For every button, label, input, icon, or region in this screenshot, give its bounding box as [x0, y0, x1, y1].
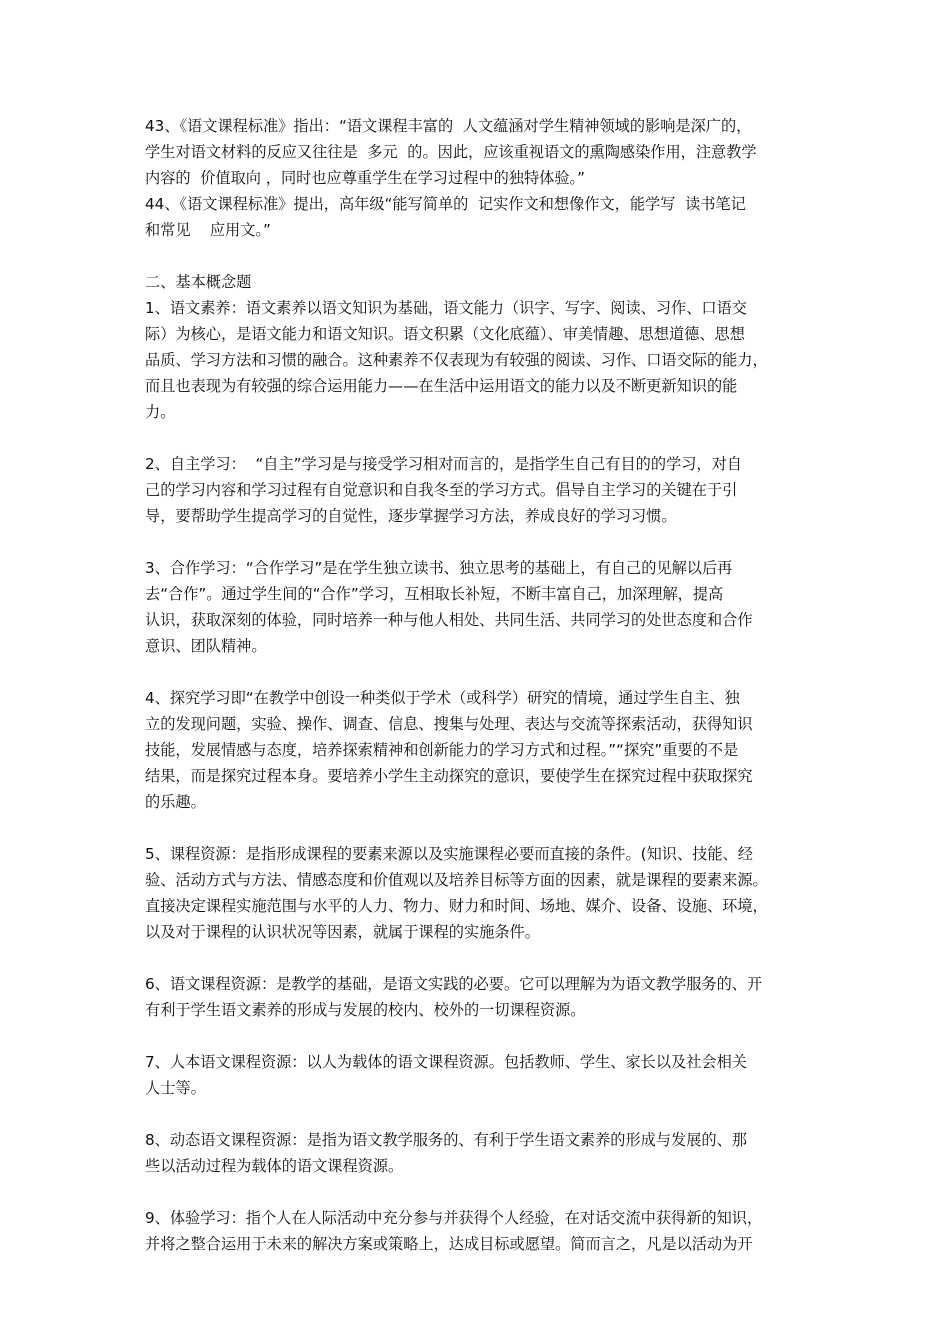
text-line: 8、动态语文课程资源：是指为语文教学服务的、有利于学生语文素养的形成与发展的、那 — [145, 1131, 747, 1149]
text-line: 学生对语文材料的反应又往往是 多元 的。因此，应该重视语文的熏陶感染作用，注意教学 — [145, 143, 757, 161]
text-line: 己的学习内容和学习过程有自觉意识和自我冬至的学习方式。倡导自主学习的关键在于引 — [145, 481, 738, 499]
text-line: 6、语文课程资源：是教学的基础，是语文实践的必要。它可以理解为为语文教学服务的、开 — [145, 975, 763, 993]
text-line: 际）为核心，是语文能力和语文知识。语文积累（文化底蕴）、审美情趣、思想道德、思想 — [145, 325, 745, 343]
text-line: 以及对于课程的认识状况等因素，就属于课程的实施条件。 — [145, 923, 540, 941]
text-line: 有利于学生语文素养的形成与发展的校内、校外的一切课程资源。 — [145, 1001, 586, 1019]
blank-line — [145, 243, 813, 269]
text-line: 去“合作”。通过学生间的“合作”学习，互相取长补短，不断丰富自己，加深理解，提高 — [145, 585, 724, 603]
paragraph — [145, 685, 813, 815]
document-body — [145, 113, 813, 1257]
text-line: 43、《语文课程标准》指出：“语文课程丰富的 人文蕴涵对学生精神领域的影响是深广的， — [145, 117, 752, 135]
text-line: 些以活动过程为载体的语文课程资源。 — [145, 1157, 404, 1175]
text-line: 技能，发展情感与态度，培养探索精神和创新能力的学习方式和过程。”“探究”重要的不是 — [145, 741, 739, 759]
text-line: 验、活动方式与方法、情感态度和价值观以及培养目标等方面的因素，就是课程的要素来源。 — [145, 871, 768, 889]
text-line: 44、《语文课程标准》提出，高年级“能写简单的 记实作文和想像作文，能学写 读书笔记 — [145, 195, 746, 213]
text-line: 力。 — [145, 403, 176, 421]
paragraph — [145, 555, 813, 659]
paragraph — [145, 269, 813, 295]
text-line: 立的发现问题，实验、操作、调查、信息、搜集与处理、表达与交流等探索活动，获得知识 — [145, 715, 753, 733]
text-line: 4、探究学习即“在教学中创设一种类似于学术（或科学）研究的情境，通过学生自主、独 — [145, 689, 740, 707]
text-line: 1、语文素养：语文素养以语文知识为基础，语文能力（识字、写字、阅读、习作、口语交 — [145, 299, 747, 317]
blank-line — [145, 815, 813, 841]
text-line: 7、人本语文课程资源：以人为载体的语文课程资源。包括教师、学生、家长以及社会相关 — [145, 1053, 747, 1071]
text-line: 9、体验学习：指个人在人际活动中充分参与并获得个人经验，在对话交流中获得新的知识， — [145, 1209, 763, 1227]
text-line: 认识，获取深刻的体验，同时培养一种与他人相处、共同生活、共同学习的处世态度和合作 — [145, 611, 753, 629]
text-line: 的乐趣。 — [145, 793, 206, 811]
paragraph — [145, 451, 813, 529]
paragraph — [145, 295, 813, 425]
text-line: 2、自主学习： “自主”学习是与接受学习相对而言的，是指学生自己有目的的学习，对自 — [145, 455, 742, 473]
blank-line — [145, 1101, 813, 1127]
text-line: 人士等。 — [145, 1079, 206, 1097]
blank-line — [145, 659, 813, 685]
paragraph — [145, 1205, 813, 1257]
text-line: 并将之整合运用于未来的解决方案或策略上，达成目标或愿望。简而言之，凡是以活动为开 — [145, 1235, 753, 1253]
paragraph — [145, 113, 813, 191]
text-line: 内容的 价值取向 ，同时也应尊重学生在学习过程中的独特体验。” — [145, 169, 586, 187]
paragraph — [145, 1049, 813, 1101]
text-line: 导，要帮助学生提高学习的自觉性，逐步掌握学习方法，养成良好的学习习惯。 — [145, 507, 677, 525]
text-line: 和常见 应用文。” — [145, 221, 271, 239]
text-line: 意识、团队精神。 — [145, 637, 267, 655]
paragraph — [145, 1127, 813, 1179]
paragraph — [145, 841, 813, 945]
blank-line — [145, 529, 813, 555]
text-line: 直接决定课程实施范围与水平的人力、物力、财力和时间、场地、媒介、设备、设施、环境， — [145, 897, 768, 915]
text-line: 品质、学习方法和习惯的融合。这种素养不仅表现为有较强的阅读、习作、口语交际的能力， — [145, 351, 768, 369]
blank-line — [145, 1023, 813, 1049]
text-line: 3、合作学习：“合作学习”是在学生独立读书、独立思考的基础上，有自己的见解以后再 — [145, 559, 733, 577]
text-line: 而且也表现为有较强的综合运用能力——在生活中运用语文的能力以及不断更新知识的能 — [145, 377, 738, 395]
paragraph — [145, 971, 813, 1023]
blank-line — [145, 1179, 813, 1205]
text-line: 结果，而是探究过程本身。要培养小学生主动探究的意识，要使学生在探究过程中获取探究 — [145, 767, 753, 785]
blank-line — [145, 945, 813, 971]
blank-line — [145, 425, 813, 451]
text-line: 5、课程资源：是指形成课程的要素来源以及实施课程必要而直接的条件。(知识、技能、经 — [145, 845, 753, 863]
paragraph — [145, 191, 813, 243]
text-line: 二、基本概念题 — [145, 273, 252, 291]
